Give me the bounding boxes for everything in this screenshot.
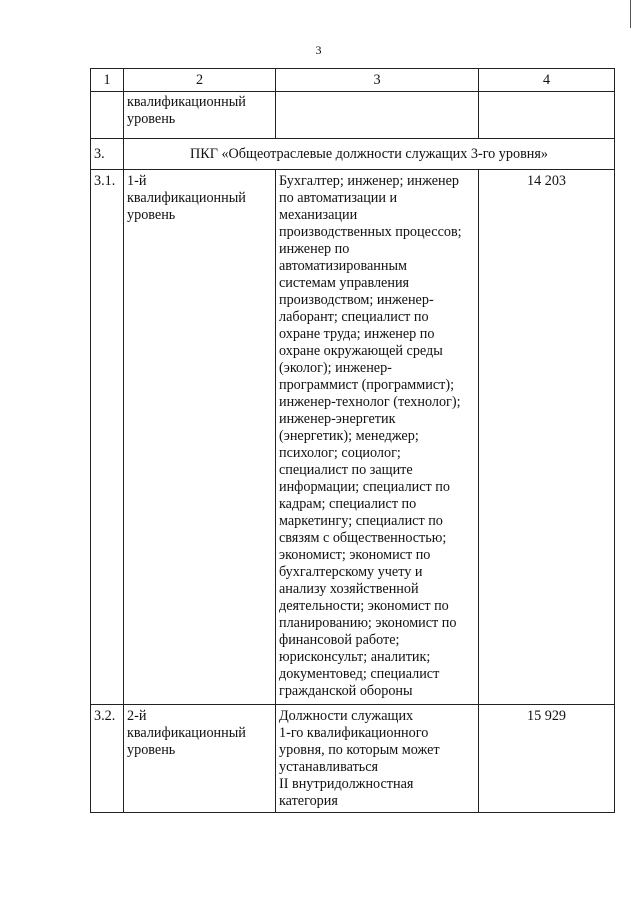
row-number: 3.1. <box>91 170 124 705</box>
continuation-salary-cell <box>479 92 615 139</box>
positions-list: Должности служащих 1-го квалификационного уровня, по которым может устанавливаться II внутридолжностная категория <box>276 705 479 813</box>
positions-list: Бухгалтер; инженер; инженер по автоматизации и механизации производственных процессов; инженер по автоматизированным системам управления производством; инженер- лаборант; специалист по охране труда; инженер по охране окружающей среды (эколог); инженер- программист (программист); инженер-технолог (технолог); инженер-энергетик (энергетик); менеджер; психолог; социолог; специалист по защите информации; специалист по кадрам; специалист по маркетингу; специалист по связям с общественностью; экономист; экономист по бухгалтерскому учету и анализу хозяйственной деятельности; экономист по планированию; экономист по финансовой работе; юрисконсульт; аналитик; документовед; специалист гражданской обороны <box>276 170 479 705</box>
header-cell-4: 4 <box>479 69 615 92</box>
section-row <box>91 139 615 170</box>
continuation-num-cell <box>91 92 124 139</box>
section-number: 3. <box>91 139 124 170</box>
table-header-row <box>91 69 615 92</box>
section-title: ПКГ «Общеотраслевые должности служащих 3-го уровня» <box>124 139 615 170</box>
continuation-level-cell: квалификационный уровень <box>124 92 276 139</box>
row-number: 3.2. <box>91 705 124 813</box>
header-cell-3: 3 <box>276 69 479 92</box>
page-number: 3 <box>315 43 322 57</box>
qualification-level: 2-й квалификационный уровень <box>124 705 276 813</box>
qualification-table <box>90 68 615 813</box>
qualification-level: 1-й квалификационный уровень <box>124 170 276 705</box>
salary-value: 14 203 <box>479 170 615 705</box>
salary-value: 15 929 <box>479 705 615 813</box>
page-edge-line <box>630 0 631 28</box>
continuation-row <box>91 92 615 139</box>
continuation-positions-cell <box>276 92 479 139</box>
table-row <box>91 705 615 813</box>
table-row <box>91 170 615 705</box>
header-cell-2: 2 <box>124 69 276 92</box>
header-cell-1: 1 <box>91 69 124 92</box>
